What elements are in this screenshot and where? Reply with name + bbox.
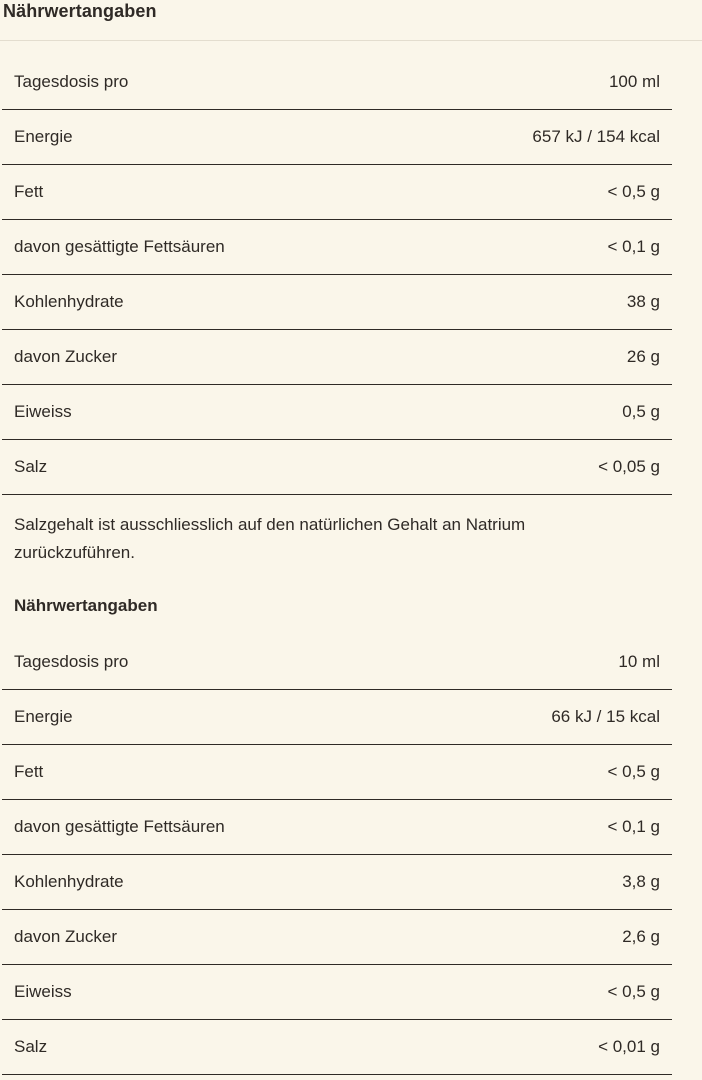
row-label: davon Zucker — [14, 347, 117, 366]
row-value: 100 ml — [608, 72, 660, 91]
row-value: < 0,05 g — [598, 457, 660, 476]
table-row — [2, 690, 672, 745]
row-label: Fett — [14, 762, 44, 781]
row-value: 657 kJ / 154 kcal — [532, 127, 660, 146]
table-row — [2, 1020, 672, 1075]
row-label: Energie — [14, 127, 73, 146]
table-row — [2, 745, 672, 800]
table-row — [2, 55, 672, 110]
table-row — [2, 635, 672, 690]
section-header — [0, 0, 702, 41]
table-row — [2, 910, 672, 965]
row-label: davon gesättigte Fettsäuren — [14, 237, 225, 256]
row-value: < 0,5 g — [607, 762, 660, 781]
table-row — [2, 110, 672, 165]
section-title: Nährwertangaben — [3, 1, 157, 21]
row-label: Kohlenhydrate — [14, 292, 124, 311]
section-title-2: Nährwertangaben — [14, 596, 158, 615]
table-row — [2, 440, 672, 495]
row-value: 38 g — [626, 292, 660, 311]
table-row — [2, 330, 672, 385]
row-label: Eiweiss — [14, 982, 72, 1001]
row-label: Energie — [14, 707, 73, 726]
nutrition-table-10ml — [2, 635, 672, 1075]
row-value: < 0,1 g — [607, 237, 660, 256]
nutrition-table-100ml — [2, 55, 672, 495]
table-row — [2, 855, 672, 910]
row-label: Eiweiss — [14, 402, 72, 421]
row-label: Salz — [14, 1037, 48, 1056]
row-value: 10 ml — [618, 652, 660, 671]
row-value: 2,6 g — [622, 927, 660, 946]
row-label: Tagesdosis pro — [14, 652, 129, 671]
row-value: 3,8 g — [622, 872, 660, 891]
row-label: Fett — [14, 182, 44, 201]
table-row — [2, 165, 672, 220]
table-row — [2, 965, 672, 1020]
table-row — [2, 275, 672, 330]
row-value: 0,5 g — [622, 402, 660, 421]
table-row — [2, 385, 672, 440]
row-value: 66 kJ / 15 kcal — [551, 707, 660, 726]
row-value: < 0,5 g — [607, 182, 660, 201]
row-label: davon Zucker — [14, 927, 117, 946]
salt-note: Salzgehalt ist ausschliesslich auf den natürlichen Gehalt an Natrium zurückzuführen. — [14, 515, 526, 562]
row-value: 26 g — [626, 347, 660, 366]
row-value: < 0,5 g — [607, 982, 660, 1001]
table-row — [2, 800, 672, 855]
row-label: Tagesdosis pro — [14, 72, 129, 91]
row-value: < 0,1 g — [607, 817, 660, 836]
table-row — [2, 220, 672, 275]
row-label: Kohlenhydrate — [14, 872, 124, 891]
row-value: < 0,01 g — [598, 1037, 660, 1056]
row-label: davon gesättigte Fettsäuren — [14, 817, 225, 836]
row-label: Salz — [14, 457, 48, 476]
